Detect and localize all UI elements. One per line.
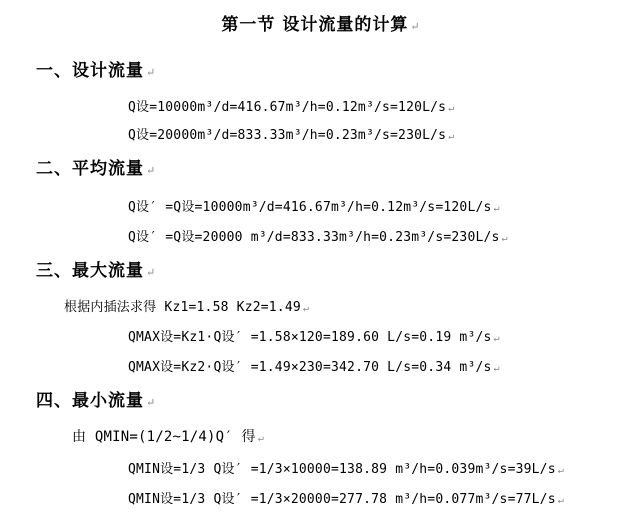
paragraph-mark-icon: ↵ — [557, 495, 564, 506]
formula-line — [128, 124, 454, 143]
page-title — [0, 10, 642, 35]
formula-text: QMIN设=1/3 Q设′ =1/3×10000=138.89 m³/h=0.039m³/s=39L/s — [128, 462, 556, 477]
paragraph-mark-icon: ↵ — [493, 203, 500, 214]
formula-line — [128, 458, 564, 477]
formula-line — [72, 426, 264, 446]
paragraph-mark-icon: ↵ — [302, 303, 310, 314]
page-title-text: 第一节 设计流量的计算 — [221, 15, 409, 35]
section-heading-average-flow — [36, 154, 156, 179]
formula-line — [128, 226, 508, 245]
paragraph-mark-icon: ↵ — [146, 266, 157, 279]
paragraph-mark-icon: ↵ — [410, 20, 421, 33]
paragraph-mark-icon: ↵ — [146, 164, 157, 177]
formula-text: QMIN设=1/3 Q设′ =1/3×20000=277.78 m³/h=0.077m³/s=77L/s — [128, 492, 556, 507]
formula-text: QMAX设=Kz1·Q设′ =1.58×120=189.60 L/s=0.19 m³/s — [128, 330, 492, 345]
formula-line — [64, 296, 309, 315]
section-heading-min-flow — [36, 386, 156, 411]
formula-text: QMAX设=Kz2·Q设′ =1.49×230=342.70 L/s=0.34 m³/s — [128, 360, 492, 375]
formula-text: 由 QMIN=(1/2~1/4)Q′ 得 — [72, 429, 256, 445]
formula-line — [128, 488, 564, 507]
paragraph-mark-icon: ↵ — [557, 465, 564, 476]
paragraph-mark-icon: ↵ — [493, 333, 500, 344]
section-heading-text: 三、最大流量 — [36, 261, 144, 281]
paragraph-mark-icon: ↵ — [146, 66, 157, 79]
section-heading-text: 一、设计流量 — [36, 61, 144, 81]
formula-text: 根据内插法求得 Kz1=1.58 Kz2=1.49 — [64, 300, 301, 315]
formula-line — [128, 356, 500, 375]
paragraph-mark-icon: ↵ — [257, 433, 264, 444]
formula-line — [128, 96, 454, 115]
section-heading-design-flow — [36, 56, 156, 81]
formula-text: Q设′ =Q设=10000m³/d=416.67m³/h=0.12m³/s=120L/s — [128, 200, 492, 215]
section-heading-text: 四、最小流量 — [36, 391, 144, 411]
paragraph-mark-icon: ↵ — [501, 233, 508, 244]
formula-line — [128, 196, 500, 215]
paragraph-mark-icon: ↵ — [448, 103, 455, 114]
formula-text: Q设=10000m³/d=416.67m³/h=0.12m³/s=120L/s — [128, 100, 447, 115]
formula-text: Q设′ =Q设=20000 m³/d=833.33m³/h=0.23m³/s=230L/s — [128, 230, 500, 245]
paragraph-mark-icon: ↵ — [146, 396, 157, 409]
formula-line — [128, 326, 500, 345]
paragraph-mark-icon: ↵ — [493, 363, 500, 374]
paragraph-mark-icon: ↵ — [448, 131, 455, 142]
section-heading-text: 二、平均流量 — [36, 159, 144, 179]
section-heading-max-flow — [36, 256, 156, 281]
formula-text: Q设=20000m³/d=833.33m³/h=0.23m³/s=230L/s — [128, 128, 447, 143]
